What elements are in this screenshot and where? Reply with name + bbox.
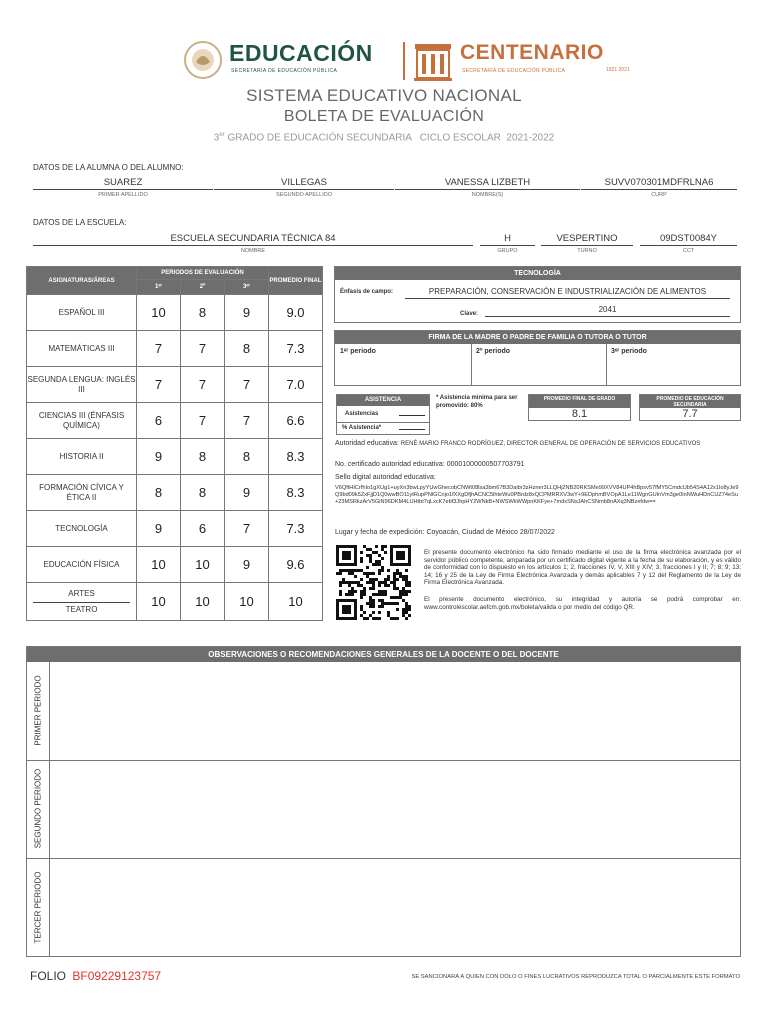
secondary-avg-label: PROMEDIO DE EDUCACIÓN SECUNDARIA: [640, 395, 740, 408]
grupo-value: H: [480, 233, 535, 246]
cert-number-line: [335, 461, 525, 468]
grade-p2: 7: [181, 367, 225, 403]
grade-p3: 9: [225, 475, 269, 511]
grade-final: 7.3: [269, 511, 323, 547]
subject-name: FORMACIÓN CÍVICA Y ÉTICA II: [27, 475, 137, 511]
centenario-wordmark: CENTENARIO: [460, 41, 604, 64]
grade-p2: 8: [181, 475, 225, 511]
place-label: Lugar y fecha de expedición:: [335, 529, 425, 536]
obs-label-wrap: [0, 871, 87, 944]
grade-p2: 7: [181, 331, 225, 367]
turno-label: TURNO: [577, 248, 597, 254]
sig-period-2: 2º periodo: [476, 348, 511, 355]
technology-box: [334, 266, 741, 323]
authority-line: [335, 440, 745, 447]
grade-p1: 7: [137, 367, 181, 403]
subject-name: [27, 583, 137, 621]
cct-value: 09DST0084Y: [640, 233, 737, 246]
obs-period-2: SEGUNDO PERIODO: [33, 768, 43, 849]
nombres-value: VANESSA LIZBETH: [395, 177, 580, 190]
grade-final: 10: [269, 583, 323, 621]
grade-p2: 7: [181, 403, 225, 439]
subject-name: EDUCACIÓN FÍSICA: [27, 547, 137, 583]
curp-label: CURP: [651, 192, 667, 198]
centenario-logo: [410, 38, 635, 84]
educacion-wordmark: EDUCACIÓN: [229, 40, 373, 66]
clave-value: 2041: [485, 305, 730, 317]
grade-p1: 10: [137, 295, 181, 331]
attendance-box: [336, 394, 430, 435]
grade-p3: 7: [225, 367, 269, 403]
periods-header: PERIODOS DE EVALUACIÓN: [137, 267, 269, 280]
period-3-header: 3ᵉʳ: [225, 280, 269, 295]
grade-p3: 9: [225, 547, 269, 583]
table-row: [27, 475, 323, 511]
grupo-label: GRUPO: [497, 248, 518, 254]
authority-label: Autoridad educativa:: [335, 440, 399, 447]
table-row: [27, 583, 323, 621]
attendance-count-line: [399, 415, 425, 416]
system-title: SISTEMA EDUCATIVO NACIONAL: [246, 86, 522, 105]
authority-value: RENÉ MARIO FRANCO RODRÍGUEZ, DIRECTOR GENERAL DE OPERACIÓN DE SERVICIOS EDUCATIVOS: [400, 441, 701, 447]
grade-final: 8.3: [269, 439, 323, 475]
grade-final: 7.0: [269, 367, 323, 403]
sig-period-1: 1ᵉʳ periodo: [340, 348, 376, 355]
centenario-years: 1921 2021: [606, 67, 630, 73]
segundo-apellido-value: VILLEGAS: [214, 177, 394, 190]
observations-title: OBSERVACIONES O RECOMENDACIONES GENERALES DE LA DOCENTE O DEL DOCENTE: [27, 647, 740, 662]
obs-period-3: TERCER PERIODO: [33, 871, 43, 944]
seal-value: V6QftHICrfhIo1gXUg1+uyXn3bwLpyYUwGhecobCNWt08lsa3bm67B3Daibr3zHzner3LLQHj2NB20RKSMe99XVV84UP4hBpsv57fMY5CmdcUb54S4A12x1Io8yJe9Q9bd09k5ZxFjjD1Q0wwBO11ytRupPNlGCnjo1fXXgDfjhACNC5lhteWu0PBrdz8xQCPMRRXV3wY+9EDphmBVOpA1Le11WgnGUInVm3ge0InNWuHDnCUZ74eSu+23MSRkzArV5GiN96DKM4LUHtbt7qLxcK7ebf3JhpHY2WNkB+NWSWkWWpnKKFye+7mdxSNsJAhCSNmb8nAXq3NBzefdw==: [335, 485, 739, 505]
obs-row-divider: [27, 858, 740, 859]
table-row: [27, 547, 323, 583]
centenario-subtitle: SECRETARÍA DE EDUCACIÓN PÚBLICA: [462, 68, 566, 74]
grade-final: 8.3: [269, 475, 323, 511]
grade-cycle-text: GRADO DE EDUCACIÓN SECUNDARIA CICLO ESCOLAR 2021-2022: [227, 132, 555, 144]
attendance-note: * Asistencia mínima para ser promovido: 80%: [436, 395, 518, 409]
grade-p1: 9: [137, 439, 181, 475]
sep-logo: [183, 38, 398, 84]
secondary-avg-value: 7.7: [682, 408, 698, 420]
student-section-label: DATOS DE LA ALUMNA O DEL ALUMNO:: [33, 163, 184, 172]
seal-label: Sello digital autoridad educativa:: [335, 474, 436, 481]
nombres-label: NOMBRE(S): [471, 192, 504, 198]
attendance-percent-label: % Asistencia*: [342, 425, 382, 431]
grade-p3: 7: [225, 403, 269, 439]
reproduction-disclaimer: SE SANCIONARÁ A QUIEN CON DOLO O FINES LUCRATIVOS REPRODUZCA TOTAL O PARCIALMENTE ESTE FORMATO: [411, 974, 740, 980]
attendance-divider: [337, 422, 429, 423]
cct-label: CCT: [682, 248, 695, 254]
grade-p2: 8: [181, 295, 225, 331]
table-row: [27, 439, 323, 475]
subject-name: HISTORIA II: [27, 439, 137, 475]
grade-final: 9.0: [269, 295, 323, 331]
subject-arts-discipline: TEATRO: [33, 602, 130, 615]
table-row: [27, 331, 323, 367]
grade-suffix: er: [219, 132, 225, 138]
grade-p3: 8: [225, 331, 269, 367]
grade-final: 9.6: [269, 547, 323, 583]
attendance-count-label: Asistencias: [345, 411, 379, 417]
final-header: PROMEDIO FINAL: [269, 267, 323, 295]
grade-p1: 9: [137, 511, 181, 547]
building-icon: [412, 38, 454, 82]
school-name-value: ESCUELA SECUNDARIA TÉCNICA 84: [33, 233, 473, 246]
grade-p1: 7: [137, 331, 181, 367]
folio-line: [30, 969, 161, 983]
folio-label: FOLIO: [30, 969, 67, 983]
segundo-apellido-label: SEGUNDO APELLIDO: [276, 192, 332, 198]
grade-p1: 6: [137, 403, 181, 439]
final-grade-box: [528, 394, 631, 421]
folio-value: BF09229123757: [72, 969, 162, 983]
grade-p2: 10: [181, 583, 225, 621]
sig-divider: [471, 344, 472, 386]
verification-note: El presente documento electrónico, su integridad y autoría se podrá comprobar en: www.controlescolar.aefcm.gob.mx/boleta/valida o por medio del código QR.: [424, 596, 741, 611]
subject-name: SEGUNDA LENGUA: INGLÉS III: [27, 367, 137, 403]
logo-divider: [403, 42, 405, 80]
grade-p2: 8: [181, 439, 225, 475]
subject-name: TECNOLOGÍA: [27, 511, 137, 547]
school-section-label: DATOS DE LA ESCUELA:: [33, 218, 127, 227]
grade-p3: 10: [225, 583, 269, 621]
grade-p1: 10: [137, 583, 181, 621]
attendance-title: ASISTENCIA: [337, 395, 429, 406]
subject-name: ESPAÑOL III: [27, 295, 137, 331]
obs-label-wrap: [0, 675, 87, 746]
period-2-header: 2º: [181, 280, 225, 295]
place-line: [335, 529, 555, 536]
observations-box: [26, 646, 741, 957]
table-row: [27, 511, 323, 547]
period-1-header: 1ᵉʳ: [137, 280, 181, 295]
clave-label: Clave:: [460, 311, 479, 317]
table-row: [27, 367, 323, 403]
secondary-avg-box: [639, 394, 741, 421]
enfasis-value: PREPARACIÓN, CONSERVACIÓN E INDUSTRIALIZACIÓN DE ALIMENTOS: [405, 287, 730, 299]
mexico-shield-icon: [183, 38, 223, 82]
grade-final: 6.6: [269, 403, 323, 439]
qr-code: [336, 544, 411, 621]
grade-cycle-line: [0, 132, 768, 143]
grade-number: 3: [213, 132, 220, 144]
grade-p1: 10: [137, 547, 181, 583]
educacion-subtitle: SECRETARÍA DE EDUCACIÓN PÚBLICA: [231, 68, 338, 74]
enfasis-label: Énfasis de campo:: [340, 289, 394, 295]
attendance-percent-line: [399, 429, 425, 430]
turno-value: VESPERTINO: [541, 233, 633, 246]
final-grade-label: PROMEDIO FINAL DE GRADO: [529, 395, 630, 408]
primer-apellido-value: SUAREZ: [33, 177, 213, 190]
subject-header: ASIGNATURAS/ÁREAS: [27, 267, 137, 295]
grade-p3: 8: [225, 439, 269, 475]
obs-period-1: PRIMER PERIODO: [33, 675, 43, 746]
grade-p1: 8: [137, 475, 181, 511]
grade-p2: 6: [181, 511, 225, 547]
obs-label-wrap: [0, 768, 87, 849]
subject-name: CIENCIAS III (ÉNFASIS QUÍMICA): [27, 403, 137, 439]
grade-p2: 10: [181, 547, 225, 583]
primer-apellido-label: PRIMER APELLIDO: [98, 192, 148, 198]
cert-number-label: No. certificado autoridad educativa:: [335, 461, 445, 468]
document-title: BOLETA DE EVALUACIÓN: [283, 108, 485, 125]
cert-number-value: 00001000000507703791: [446, 461, 525, 468]
place-value: Coyoacán, Ciudad de México 28/07/2022: [426, 529, 555, 536]
technology-title: TECNOLOGÍA: [335, 267, 740, 280]
grade-p3: 9: [225, 295, 269, 331]
table-row: [27, 403, 323, 439]
school-name-label: NOMBRE: [240, 248, 266, 254]
obs-row-divider: [27, 760, 740, 761]
grade-p3: 7: [225, 511, 269, 547]
grade-final: 7.3: [269, 331, 323, 367]
signature-box: [334, 330, 741, 386]
grades-table: [26, 266, 323, 621]
qr-code-icon: [336, 544, 411, 621]
final-grade-value: 8.1: [571, 408, 588, 420]
sig-period-3: 3ᵉʳ periodo: [611, 348, 647, 355]
subject-name: MATEMÁTICAS III: [27, 331, 137, 367]
sig-divider: [606, 344, 607, 386]
signature-legal-note: El presente documento electrónico ha sido firmado mediante el uso de la firma electrónica avanzada por el servidor público competente, amparada por un certificado digital vigente a la fecha de su elaboración, y es válido de conformidad con lo dispuesto en los artículos 1; 2, fracciones IV, V, XIII y XIV; 3, fracciones I y II; 7; 8; 9; 13; 14; 16 y 25 de la Ley de Firma Electrónica Avanzada y demás aplicables 7 y 12 del Reglamento de la Ley de Firma Electrónica Avanzada.: [424, 549, 741, 587]
table-row: [27, 295, 323, 331]
curp-value: SUVV070301MDFRLNA6: [581, 177, 737, 190]
subject-arts: ARTES: [68, 588, 95, 598]
signature-title: FIRMA DE LA MADRE O PADRE DE FAMILIA O TUTORA O TUTOR: [335, 331, 740, 344]
